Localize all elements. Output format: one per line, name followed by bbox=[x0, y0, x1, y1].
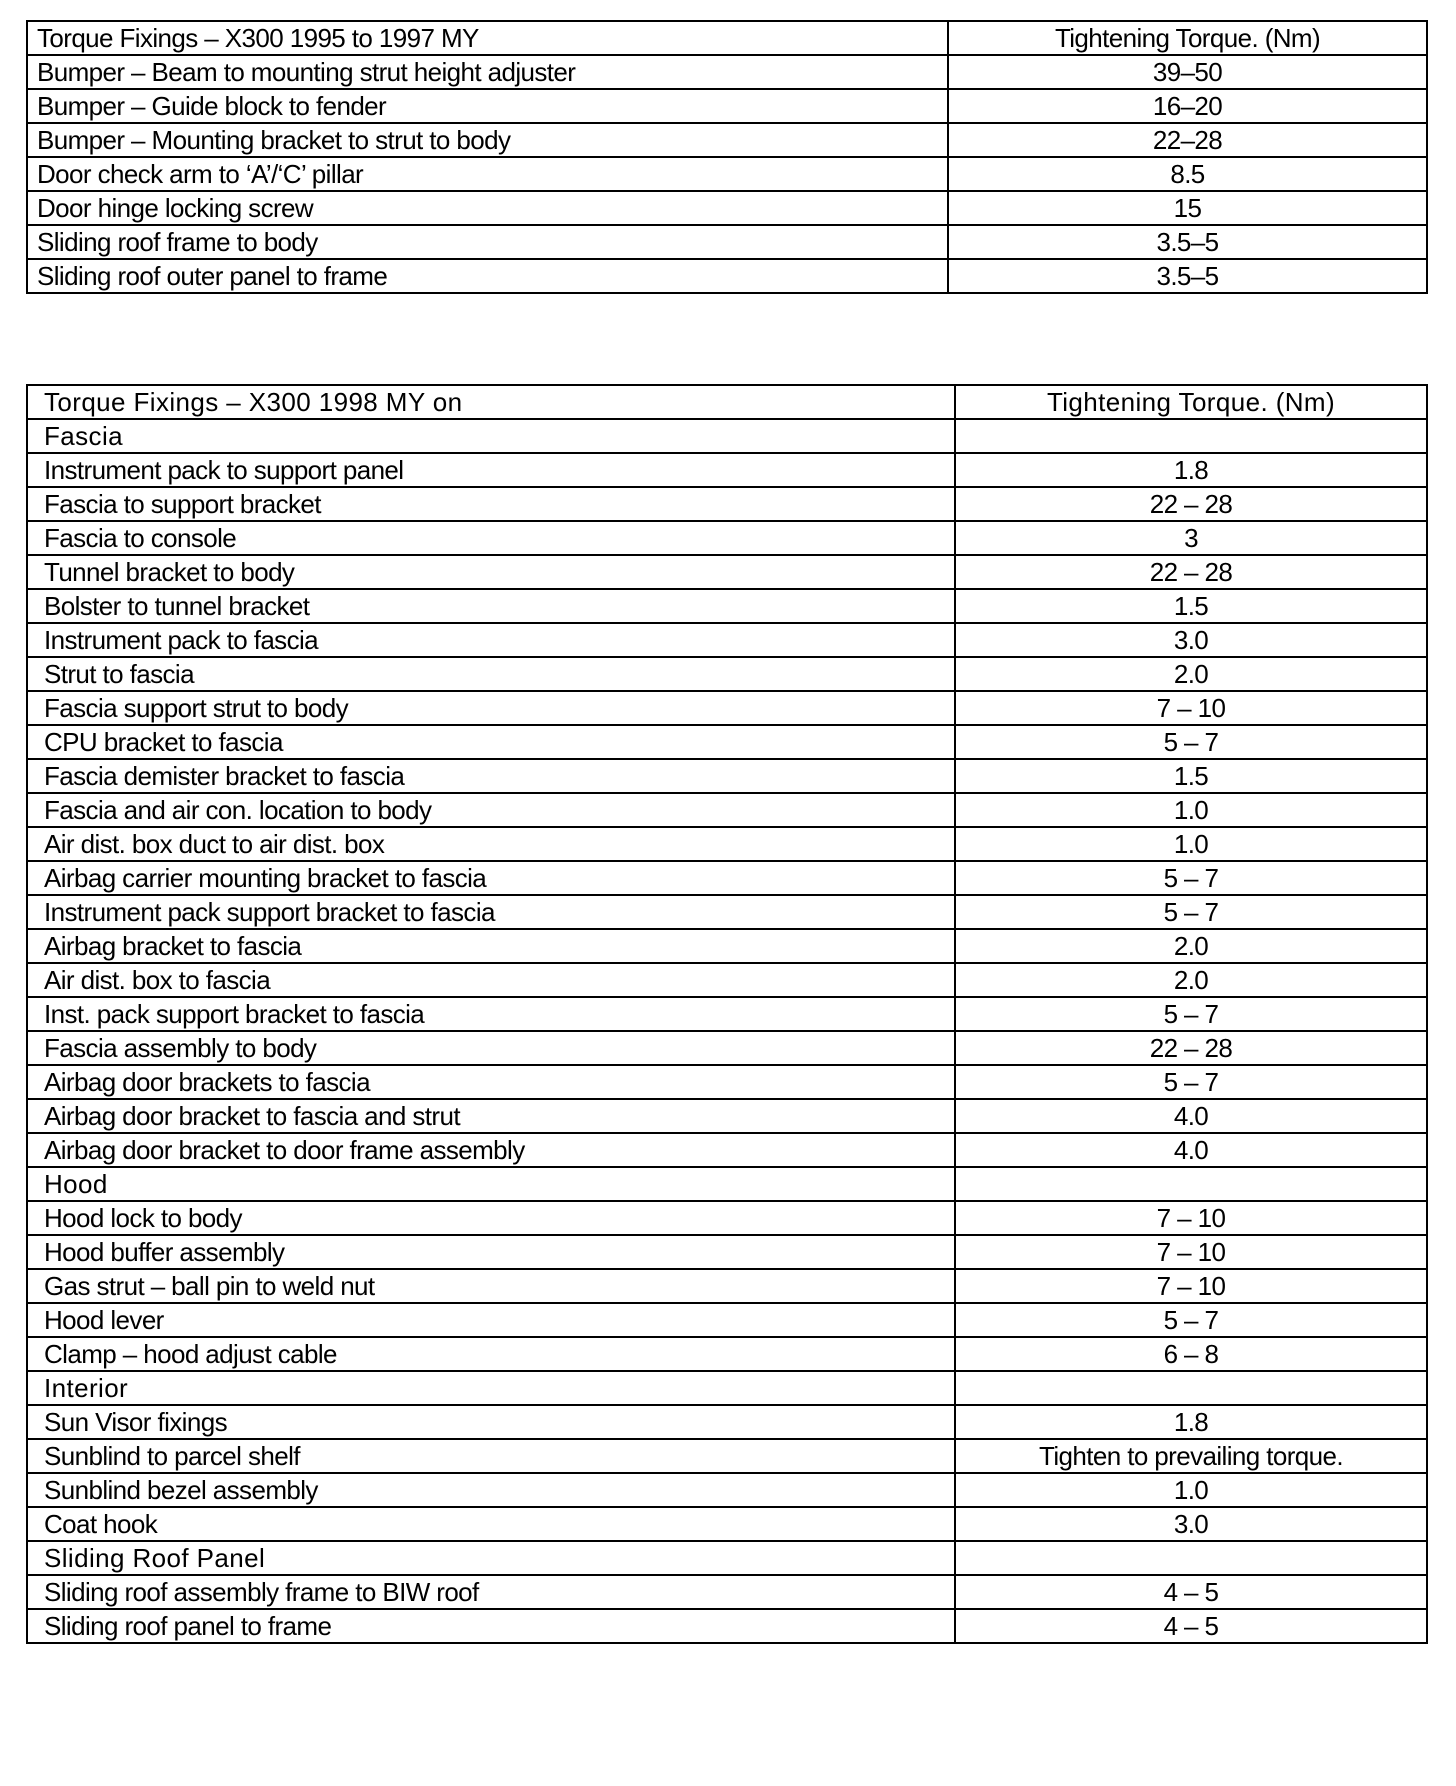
torque-value bbox=[955, 419, 1427, 453]
fixing-description: Air dist. box duct to air dist. box bbox=[27, 827, 955, 861]
table-row bbox=[27, 623, 1427, 657]
table-row bbox=[27, 259, 1427, 293]
torque-value: 1.5 bbox=[955, 589, 1427, 623]
table-row bbox=[27, 1303, 1427, 1337]
torque-value: 3.0 bbox=[955, 1507, 1427, 1541]
fixing-description: CPU bracket to fascia bbox=[27, 725, 955, 759]
table-row bbox=[27, 1609, 1427, 1643]
table-row bbox=[27, 225, 1427, 259]
torque-value: 22 – 28 bbox=[955, 1031, 1427, 1065]
table-row bbox=[27, 759, 1427, 793]
table-header-row bbox=[27, 21, 1427, 55]
fixing-description: Sun Visor fixings bbox=[27, 1405, 955, 1439]
table-row bbox=[27, 89, 1427, 123]
torque-value: 1.8 bbox=[955, 453, 1427, 487]
torque-value: 5 – 7 bbox=[955, 997, 1427, 1031]
fixing-description: Instrument pack to fascia bbox=[27, 623, 955, 657]
fixing-description: Airbag carrier mounting bracket to fascia bbox=[27, 861, 955, 895]
fixing-description: Instrument pack support bracket to fascia bbox=[27, 895, 955, 929]
section-row bbox=[27, 419, 1427, 453]
torque-value: 5 – 7 bbox=[955, 725, 1427, 759]
table-row bbox=[27, 793, 1427, 827]
torque-value: 5 – 7 bbox=[955, 861, 1427, 895]
torque-value: 1.0 bbox=[955, 827, 1427, 861]
table-row bbox=[27, 1405, 1427, 1439]
section-row bbox=[27, 1167, 1427, 1201]
fixing-description: Gas strut – ball pin to weld nut bbox=[27, 1269, 955, 1303]
torque-value: 15 bbox=[948, 191, 1427, 225]
fixing-description: Sliding roof panel to frame bbox=[27, 1609, 955, 1643]
table-row bbox=[27, 521, 1427, 555]
table-row bbox=[27, 895, 1427, 929]
section-heading: Fascia bbox=[27, 419, 955, 453]
torque-value bbox=[955, 1371, 1427, 1405]
torque-value bbox=[955, 1167, 1427, 1201]
torque-value: Tighten to prevailing torque. bbox=[955, 1439, 1427, 1473]
table-row bbox=[27, 1473, 1427, 1507]
fixing-description: Hood buffer assembly bbox=[27, 1235, 955, 1269]
fixing-description: Fascia and air con. location to body bbox=[27, 793, 955, 827]
torque-value: 2.0 bbox=[955, 657, 1427, 691]
torque-value: 6 – 8 bbox=[955, 1337, 1427, 1371]
table-row bbox=[27, 1099, 1427, 1133]
table-row bbox=[27, 555, 1427, 589]
table-row bbox=[27, 963, 1427, 997]
fixing-description: Door hinge locking screw bbox=[27, 191, 948, 225]
table-row bbox=[27, 1031, 1427, 1065]
fixing-description: Airbag door bracket to door frame assembly bbox=[27, 1133, 955, 1167]
fixing-description: Bumper – Mounting bracket to strut to body bbox=[27, 123, 948, 157]
table-row bbox=[27, 123, 1427, 157]
fixing-description: Sliding roof assembly frame to BIW roof bbox=[27, 1575, 955, 1609]
torque-value: 8.5 bbox=[948, 157, 1427, 191]
table-row bbox=[27, 827, 1427, 861]
torque-value: 2.0 bbox=[955, 929, 1427, 963]
fixing-description: Fascia demister bracket to fascia bbox=[27, 759, 955, 793]
table-row bbox=[27, 1065, 1427, 1099]
table-row bbox=[27, 725, 1427, 759]
torque-value: 5 – 7 bbox=[955, 895, 1427, 929]
torque-value: 7 – 10 bbox=[955, 691, 1427, 725]
table-row bbox=[27, 157, 1427, 191]
table-row bbox=[27, 1507, 1427, 1541]
torque-value: 1.5 bbox=[955, 759, 1427, 793]
torque-value: 1.0 bbox=[955, 1473, 1427, 1507]
fixing-description: Instrument pack to support panel bbox=[27, 453, 955, 487]
torque-value: 2.0 bbox=[955, 963, 1427, 997]
section-heading: Sliding Roof Panel bbox=[27, 1541, 955, 1575]
torque-value: 7 – 10 bbox=[955, 1235, 1427, 1269]
torque-value: 22 – 28 bbox=[955, 555, 1427, 589]
torque-value: 3.0 bbox=[955, 623, 1427, 657]
fixing-description: Strut to fascia bbox=[27, 657, 955, 691]
fixing-description: Fascia assembly to body bbox=[27, 1031, 955, 1065]
torque-value bbox=[955, 1541, 1427, 1575]
fixing-description: Air dist. box to fascia bbox=[27, 963, 955, 997]
header-description: Torque Fixings – X300 1998 MY on bbox=[27, 385, 955, 419]
fixing-description: Hood lock to body bbox=[27, 1201, 955, 1235]
table-row bbox=[27, 487, 1427, 521]
table-row bbox=[27, 691, 1427, 725]
torque-value: 3.5–5 bbox=[948, 225, 1427, 259]
fixing-description: Sliding roof frame to body bbox=[27, 225, 948, 259]
table-row bbox=[27, 1337, 1427, 1371]
torque-value: 4.0 bbox=[955, 1099, 1427, 1133]
table-row bbox=[27, 997, 1427, 1031]
torque-table-1998-on bbox=[26, 384, 1428, 1644]
table-row bbox=[27, 191, 1427, 225]
torque-value: 5 – 7 bbox=[955, 1303, 1427, 1337]
fixing-description: Tunnel bracket to body bbox=[27, 555, 955, 589]
fixing-description: Bumper – Beam to mounting strut height adjuster bbox=[27, 55, 948, 89]
torque-value: 1.8 bbox=[955, 1405, 1427, 1439]
torque-value: 16–20 bbox=[948, 89, 1427, 123]
torque-value: 39–50 bbox=[948, 55, 1427, 89]
table-body bbox=[27, 385, 1427, 1643]
fixing-description: Bolster to tunnel bracket bbox=[27, 589, 955, 623]
table-row bbox=[27, 861, 1427, 895]
fixing-description: Fascia support strut to body bbox=[27, 691, 955, 725]
fixing-description: Airbag door brackets to fascia bbox=[27, 1065, 955, 1099]
fixing-description: Bumper – Guide block to fender bbox=[27, 89, 948, 123]
table-row bbox=[27, 657, 1427, 691]
fixing-description: Airbag bracket to fascia bbox=[27, 929, 955, 963]
fixing-description: Airbag door bracket to fascia and strut bbox=[27, 1099, 955, 1133]
table-row bbox=[27, 589, 1427, 623]
table-row bbox=[27, 1201, 1427, 1235]
torque-table-1995-1997 bbox=[26, 20, 1428, 294]
torque-value: 4 – 5 bbox=[955, 1575, 1427, 1609]
table-row bbox=[27, 1269, 1427, 1303]
header-description: Torque Fixings – X300 1995 to 1997 MY bbox=[27, 21, 948, 55]
fixing-description: Sliding roof outer panel to frame bbox=[27, 259, 948, 293]
table-row bbox=[27, 929, 1427, 963]
fixing-description: Fascia to support bracket bbox=[27, 487, 955, 521]
header-torque: Tightening Torque. (Nm) bbox=[955, 385, 1427, 419]
fixing-description: Fascia to console bbox=[27, 521, 955, 555]
section-heading: Hood bbox=[27, 1167, 955, 1201]
torque-value: 22 – 28 bbox=[955, 487, 1427, 521]
table-body bbox=[27, 21, 1427, 293]
torque-value: 1.0 bbox=[955, 793, 1427, 827]
section-row bbox=[27, 1541, 1427, 1575]
torque-value: 4 – 5 bbox=[955, 1609, 1427, 1643]
torque-value: 3.5–5 bbox=[948, 259, 1427, 293]
table-row bbox=[27, 1439, 1427, 1473]
torque-value: 7 – 10 bbox=[955, 1269, 1427, 1303]
fixing-description: Clamp – hood adjust cable bbox=[27, 1337, 955, 1371]
header-torque: Tightening Torque. (Nm) bbox=[948, 21, 1427, 55]
fixing-description: Sunblind to parcel shelf bbox=[27, 1439, 955, 1473]
table-header-row bbox=[27, 385, 1427, 419]
torque-value: 4.0 bbox=[955, 1133, 1427, 1167]
fixing-description: Door check arm to ‘A’/‘C’ pillar bbox=[27, 157, 948, 191]
table-row bbox=[27, 453, 1427, 487]
table-row bbox=[27, 1575, 1427, 1609]
torque-value: 3 bbox=[955, 521, 1427, 555]
fixing-description: Sunblind bezel assembly bbox=[27, 1473, 955, 1507]
torque-value: 5 – 7 bbox=[955, 1065, 1427, 1099]
table-row bbox=[27, 1235, 1427, 1269]
fixing-description: Inst. pack support bracket to fascia bbox=[27, 997, 955, 1031]
torque-value: 22–28 bbox=[948, 123, 1427, 157]
fixing-description: Hood lever bbox=[27, 1303, 955, 1337]
fixing-description: Coat hook bbox=[27, 1507, 955, 1541]
section-heading: Interior bbox=[27, 1371, 955, 1405]
table-row bbox=[27, 55, 1427, 89]
torque-value: 7 – 10 bbox=[955, 1201, 1427, 1235]
section-row bbox=[27, 1371, 1427, 1405]
table-row bbox=[27, 1133, 1427, 1167]
